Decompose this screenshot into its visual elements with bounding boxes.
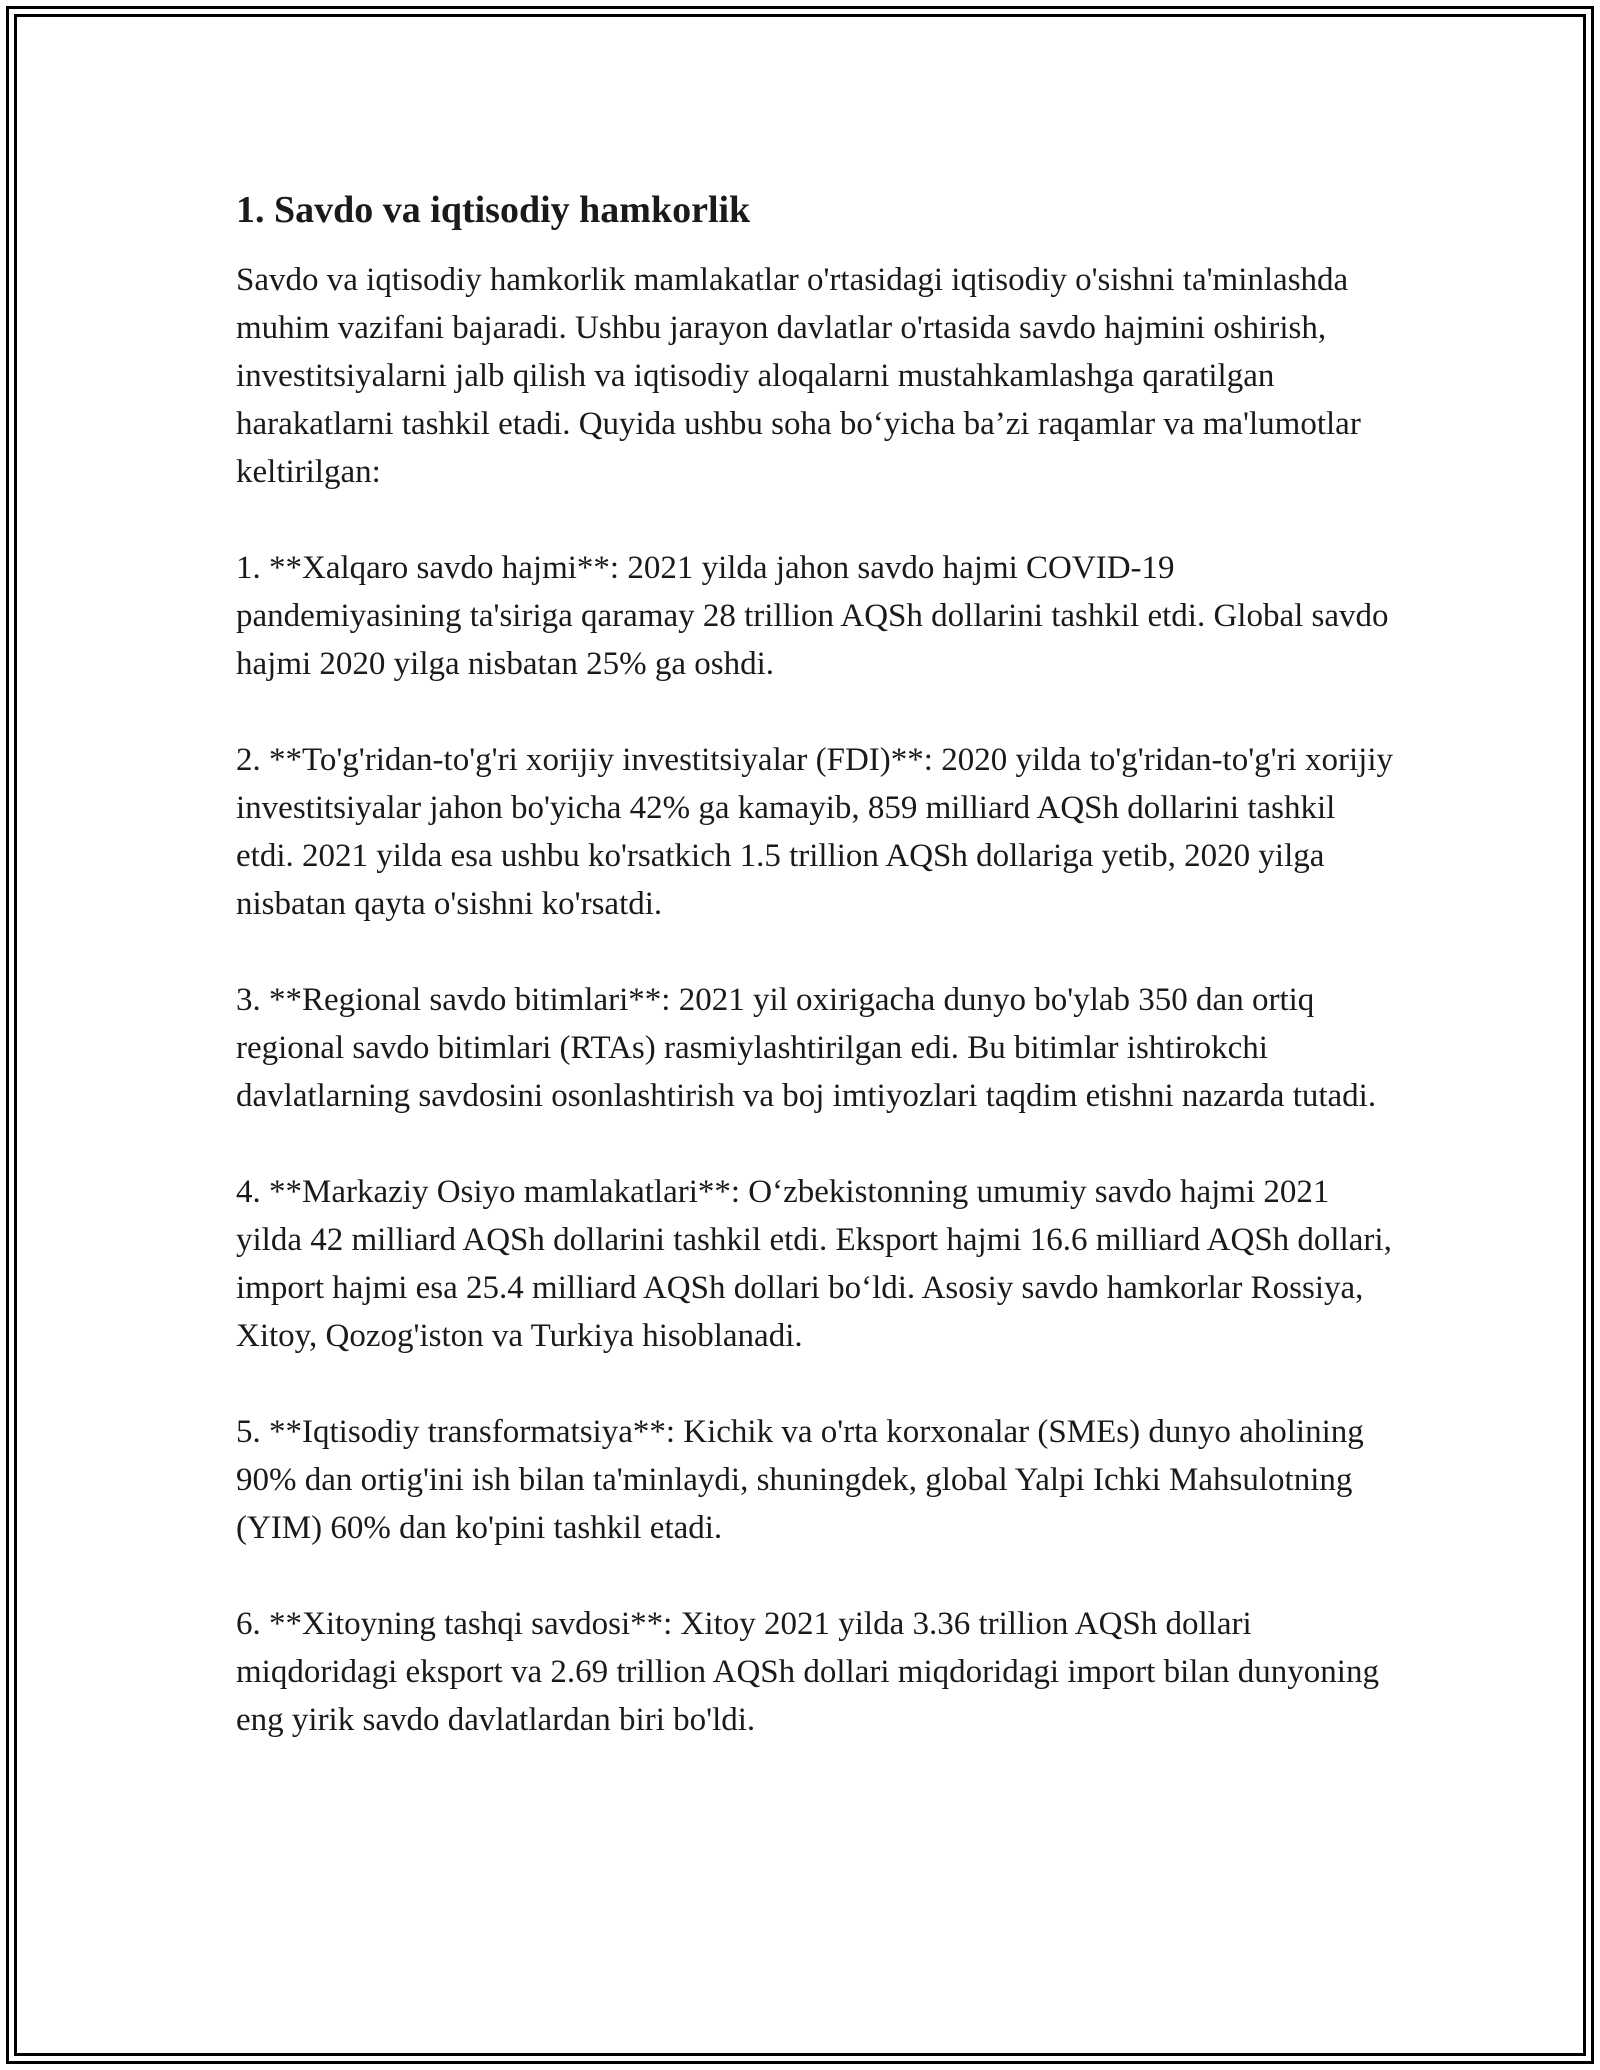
list-item-3: 3. **Regional savdo bitimlari**: 2021 yil oxirigacha dunyo bo'ylab 350 dan ortiq regional savdo bitimlari (RTAs) rasmiylashtirilgan edi. Bu bitimlar ishtirokchi davlatlarning savdosini osonlashtirish va boj imtiyozlari taqdim etishni nazarda tutadi. [236,982,1377,1114]
list-item-6: 6. **Xitoyning tashqi savdosi**: Xitoy 2021 yilda 3.36 trillion AQSh dollari miqdoridagi eksport va 2.69 trillion AQSh dollari miqdoridagi import bilan dunyoning eng yirik savdo davlatlardan biri bo'ldi. [236,1606,1379,1738]
list-item-2: 2. **To'g'ridan-to'g'ri xorijiy investitsiyalar (FDI)**: 2020 yilda to'g'ridan-to'g'ri xorijiy investitsiyalar jahon bo'yicha 42% ga kamayib, 859 milliard AQSh dollarini tashkil etdi. 2021 yilda esa ushbu ko'rsatkich 1.5 trillion AQSh dollariga yetib, 2020 yilga nisbatan qayta o'sishni ko'rsatdi. [236,742,1393,922]
list-item-5: 5. **Iqtisodiy transformatsiya**: Kichik va o'rta korxonalar (SMEs) dunyo aholining 90% dan ortig'ini ish bilan ta'minlaydi, shuningdek, global Yalpi Ichki Mahsulotning (YIM) 60% dan ko'pini tashkil etadi. [236,1414,1364,1546]
document-body [236,186,1396,1792]
intro-paragraph: Savdo va iqtisodiy hamkorlik mamlakatlar o'rtasidagi iqtisodiy o'sishni ta'minlashda muhim vazifani bajaradi. Ushbu jarayon davlatlar o'rtasida savdo hajmini oshirish, investitsiyalarni jalb qilish va iqtisodiy aloqalarni mustahkamlashga qaratilgan harakatlarni tashkil etadi. Quyida ushbu soha bo‘yicha ba’zi raqamlar va ma'lumotlar keltirilgan: [236,262,1361,490]
list-item-4: 4. **Markaziy Osiyo mamlakatlari**: O‘zbekistonning umumiy savdo hajmi 2021 yilda 42 milliard AQSh dollarini tashkil etdi. Eksport hajmi 16.6 milliard AQSh dollari, import hajmi esa 25.4 milliard AQSh dollari bo‘ldi. Asosiy savdo hamkorlar Rossiya, Xitoy, Qozog'iston va Turkiya hisoblanadi. [236,1174,1392,1354]
section-heading: 1. Savdo va iqtisodiy hamkorlik [236,189,751,231]
list-item-1: 1. **Xalqaro savdo hajmi**: 2021 yilda jahon savdo hajmi COVID-19 pandemiyasining ta'siriga qaramay 28 trillion AQSh dollarini tashkil etdi. Global savdo hajmi 2020 yilga nisbatan 25% ga oshdi. [236,550,1389,682]
